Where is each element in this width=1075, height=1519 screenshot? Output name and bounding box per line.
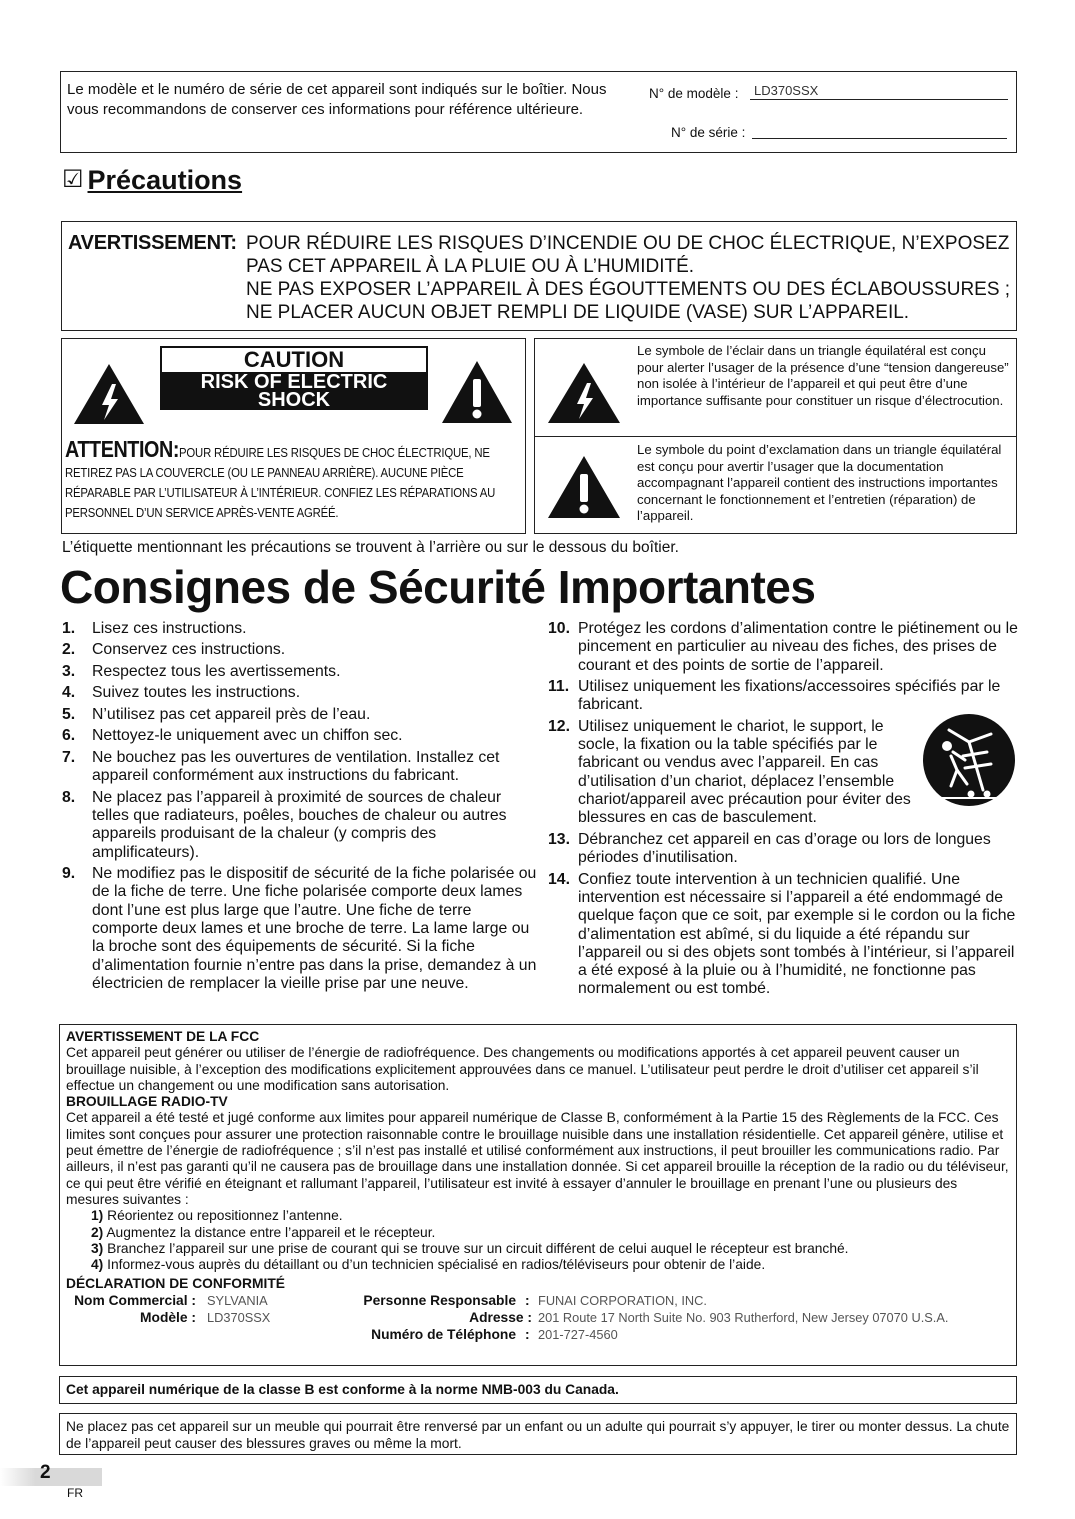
warning-text-line1: POUR RÉDUIRE LES RISQUES D’INCENDIE OU DE CHOC ÉLECTRIQUE, N’EXPOSEZ PAS CET APPAREIL À LA PLUIE OU À L’HUMIDITÉ. [246, 233, 1010, 277]
fcc-step-number: 4) [91, 1257, 104, 1273]
fcc-step-number: 3) [91, 1240, 104, 1256]
fcc-step-number: 1) [91, 1208, 104, 1224]
serial-number-label: N° de série : [671, 125, 746, 140]
serial-number-value [752, 122, 756, 137]
fcc-box [59, 1024, 1017, 1366]
caution-label [160, 346, 428, 429]
caution-title: CAUTION [162, 348, 426, 372]
warning-text-line2: NE PAS EXPOSER L’APPAREIL À DES ÉGOUTTEMENTS OU DES ÉCLABOUSSURES ; NE PLACER AUCUN OBJET REMPLI DE LIQUIDE (VASE) SUR L’APPAREIL. [246, 279, 1011, 323]
serial-number-row [671, 125, 745, 140]
attention-text: POUR RÉDUIRE LES RISQUES DE CHOC ÉLECTRIQUE, NE RETIREZ PAS LA COUVERCLE (OU LE PANNEAU ARRIÈRE). AUCUNE PIÈCE RÉPARABLE PAR L’UTILISATEUR À L’INTÉRIEUR. CONFIEZ LES RÉPARATIONS AU PERSONNEL D’UN SERVICE APRÈS-VENTE AGRÉÉ. [65, 445, 496, 520]
address-value: 201 Route 17 North Suite No. 903 Rutherford, New Jersey 07070 U.S.A. [538, 1309, 949, 1325]
fcc-step-text: Réorientez ou repositionnez l’antenne. [107, 1208, 343, 1224]
instruction-number: 6. [62, 727, 76, 745]
model-number-value: LD370SSX [754, 83, 819, 98]
label-location-note: L’étiquette mentionnant les précautions se trouvent à l’arrière ou sur le dessous du boîtier. [62, 539, 679, 556]
instruction-number: 14. [548, 870, 570, 888]
instruction-text: Suivez toutes les instructions. [92, 684, 301, 702]
instruction-item [62, 663, 537, 681]
instruction-number: 5. [62, 705, 76, 723]
instruction-number: 9. [62, 865, 76, 883]
checkbox-icon: ☑ [62, 166, 84, 193]
attention-heading: ATTENTION: [65, 436, 180, 462]
page-number-bar [0, 1468, 102, 1486]
instruction-item [62, 620, 537, 638]
address-label: Adresse : [469, 1309, 532, 1325]
caution-shock-line1: RISK OF ELECTRIC SHOCK [200, 371, 388, 411]
phone-colon: : [525, 1326, 530, 1342]
model-info-box [60, 71, 1017, 153]
exclamation-symbol-text: Le symbole du point d’exclamation dans un triangle équilatéral est conçu pour avertir l’usager que la documentation accompagnant l’appareil contient des instructions importantes concernant le fonctionnement et l’entretien (réparation) de l’appareil. [637, 442, 1002, 524]
instruction-text: Confiez toute intervention à un technicien qualifié. Une intervention est nécessaire si l’appareil a été endommagé de quelque façon que ce soit, par exemple si le cordon ou la fiche d’alimentation est abîmé, si du liquide a été répandu sur l’appareil ou si des objets sont tombés à l’intérieur, si l’appareil a été exposé à la pluie ou à l’humidité, ne fonctionne pas normalement ou est tombé. [578, 870, 1016, 998]
instruction-number: 12. [548, 717, 570, 735]
fcc-step-text: Informez-vous auprès du détaillant ou d’un technicien spécialisé en radios/téléviseurs pour obtenir de l’aide. [107, 1257, 766, 1273]
model-number-field [750, 82, 1008, 100]
instruction-number: 7. [62, 748, 76, 766]
language-code: FR [67, 1486, 83, 1500]
instruction-text: Ne placez pas l’appareil à proximité de sources de chaleur telles que radiateurs, poêles, bouches de chaleur ou autres appareils produisant de la chaleur (y compris des amplificateurs). [92, 788, 507, 861]
tipover-warning: Ne placez pas cet appareil sur un meuble qui pourrait être renversé par un enfant ou un adulte qui pourrait s’y appuyer, le tirer ou monter dessus. La chute de l’appareil peut causer des blessures graves ou même la mort. [59, 1413, 1017, 1455]
instruction-number: 8. [62, 788, 76, 806]
fcc-step-number: 2) [91, 1224, 104, 1240]
attention-notice [65, 436, 525, 523]
instruction-item [548, 831, 1020, 868]
instruction-item [62, 641, 537, 659]
canada-compliance-notice: Cet appareil numérique de la classe B est conforme à la norme NMB-003 du Canada. [59, 1376, 1017, 1404]
fcc-step-text: Augmentez la distance entre l’appareil et le récepteur. [106, 1224, 436, 1240]
instruction-text: Protégez les cordons d’alimentation contre le piétinement ou le pincement en particulier au niveau des fiches, des prises de courant et des points de sortie de l’appareil. [578, 620, 1018, 674]
phone-label: Numéro de Téléphone [371, 1326, 516, 1342]
instruction-number: 10. [548, 620, 570, 637]
instruction-number: 4. [62, 684, 76, 702]
fcc-warning-text: Cet appareil peut générer ou utiliser de l’énergie de radiofréquence. Des changements ou modifications apportés à cet appareil peuvent causer un brouillage nuisible, à l’exception des modifications explicitement approuvées dans ce manuel. L’utilisateur peut perdre le droit d’utiliser cet appareil s’il effectue un changement ou une modification sans autorisation. [66, 1045, 979, 1093]
instruction-item [62, 865, 537, 993]
instruction-text: Nettoyez-le uniquement avec un chiffon sec. [92, 727, 403, 745]
instruction-number: 13. [548, 830, 570, 848]
precautions-heading [62, 165, 242, 196]
responsible-party-label: Personne Responsable [363, 1292, 516, 1308]
model-label: Modèle : [140, 1309, 196, 1325]
instruction-text: N’utilisez pas cet appareil près de l’eau. [92, 705, 371, 723]
instruction-text: Utilisez uniquement le chariot, le support, le socle, la fixation ou la table spécifiés par le fabricant ou vendus avec l’appareil. En cas d’utilisation d’un chariot, déplacez l’ensemble chariot/appareil avec précaution pour éviter des blessures en cas de basculement. [578, 717, 911, 827]
fcc-content [66, 1029, 1010, 1347]
fcc-step [66, 1257, 1010, 1273]
fcc-step [66, 1225, 1010, 1241]
radio-tv-heading: BROUILLAGE RADIO-TV [66, 1094, 228, 1110]
fcc-steps-list [66, 1208, 1010, 1273]
trade-name-value: SYLVANIA [207, 1292, 268, 1308]
responsible-party-value: FUNAI CORPORATION, INC. [538, 1292, 707, 1308]
instruction-text: Respectez tous les avertissements. [92, 662, 341, 680]
fcc-step [66, 1241, 1010, 1257]
page-number: 2 [40, 1462, 51, 1483]
instructions-right-column [548, 620, 1020, 1002]
instruction-number: 11. [548, 678, 570, 696]
model-number-label: N° de modèle : [649, 86, 739, 101]
exclamation-triangle-icon [546, 454, 622, 520]
serial-number-field [752, 121, 1007, 139]
instruction-text: Ne bouchez pas les ouvertures de ventilation. Installez cet appareil conformément aux instructions du fabricant. [92, 748, 500, 785]
phone-value: 201-727-4560 [538, 1326, 618, 1342]
instruction-item [548, 620, 1020, 675]
instruction-text: Débranchez cet appareil en cas d’orage ou lors de longues périodes d’inutilisation. [578, 830, 991, 867]
fcc-step [66, 1208, 1010, 1224]
fcc-step-text: Branchez l’appareil sur une prise de courant qui se trouve sur un circuit différent de celui auquel le récepteur est branché. [107, 1240, 849, 1256]
instruction-item [62, 789, 537, 862]
instructions-left-column [62, 620, 537, 996]
instruction-number: 2. [62, 641, 76, 659]
exclamation-triangle-icon [440, 359, 514, 425]
lightning-triangle-icon [72, 362, 146, 426]
instruction-text: Lisez ces instructions. [92, 620, 247, 637]
instruction-item [548, 871, 1020, 999]
instruction-number: 3. [62, 662, 76, 680]
declaration-grid [66, 1293, 1010, 1347]
caution-box [61, 338, 526, 534]
instruction-text: Utilisez uniquement les fixations/accessoires spécifiés par le fabricant. [578, 678, 1001, 714]
model-number-row [649, 86, 738, 101]
warning-box [61, 221, 1017, 331]
caution-shock-notice [162, 371, 426, 429]
responsible-party-colon: : [525, 1292, 530, 1308]
precautions-title: Précautions [87, 165, 243, 195]
symbols-divider [535, 436, 1016, 437]
fcc-warning-heading: AVERTISSEMENT DE LA FCC [66, 1029, 260, 1044]
caution-shock-line2: DO NOT OPEN [223, 407, 364, 429]
model-info-text: Le modèle et le numéro de série de cet appareil sont indiqués sur le boîtier. Nous vous recommandons de conserver ces informations pour référence ultérieure. [67, 81, 607, 118]
warning-text [246, 232, 1016, 324]
declaration-heading: DÉCLARATION DE CONFORMITÉ [66, 1276, 285, 1292]
instruction-item [62, 684, 537, 702]
instruction-item [62, 749, 537, 786]
radio-tv-text: Cet appareil a été testé et jugé conforme aux limites pour appareil numérique de Classe B, conformément à la Partie 15 des Règlements de la FCC. Ces limites sont conçues pour assurer une protection raisonnable contre le brouillage nuisible dans une installation résidentielle. Cet appareil génère, utilise et peut émettre de l’énergie de radiofréquence ; s’il n’est pas installé et utilisé conformément aux instructions, il peut brouiller les communications radio. Par ailleurs, il n’est pas garanti qu’il ne causera pas de brouillage dans une installation donnée. Si cet appareil brouille la réception de la radio ou du téléviseur, ce qui peut être vérifié en éteignant et rallumant l’appareil, l’utilisateur est invité à essayer d’annuler le brouillage en prenant l’une ou plusieurs des mesures suivantes : [66, 1110, 1009, 1207]
instruction-text: Ne modifiez pas le dispositif de sécurité de la fiche polarisée ou de la fiche de terre. Une fiche polarisée comporte deux lames dont l’une est plus large que l’autre. Une fiche de terre comporte deux lames et une broche de terre. La lame large ou la broche sont des équipements de sécurité. Si la fiche d’alimentation fournie n’entre pas dans la prise, demandez à un électricien de remplacer la vieille prise par une neuve. [92, 865, 537, 992]
page-title: Consignes de Sécurité Importantes [60, 561, 816, 613]
symbols-box [534, 338, 1017, 534]
cart-tipover-icon [921, 712, 1017, 808]
instruction-item [62, 727, 537, 745]
warning-label: AVERTISSEMENT: [68, 232, 237, 254]
model-value: LD370SSX [207, 1309, 271, 1325]
trade-name-label: Nom Commercial : [74, 1292, 196, 1308]
instruction-item [548, 678, 1020, 715]
instruction-item [62, 706, 537, 724]
instruction-number: 1. [62, 620, 76, 637]
lightning-symbol-text: Le symbole de l’éclair dans un triangle équilatéral est conçu pour alerter l’usager de la présence d’une “tension dangereuse” non isolée à l’intérieur de l’appareil et qui peut être d’une importance suffisante pour constituer un risque d’électrocution. [637, 343, 1009, 408]
lightning-triangle-icon [546, 361, 622, 425]
instruction-text: Conservez ces instructions. [92, 641, 286, 659]
